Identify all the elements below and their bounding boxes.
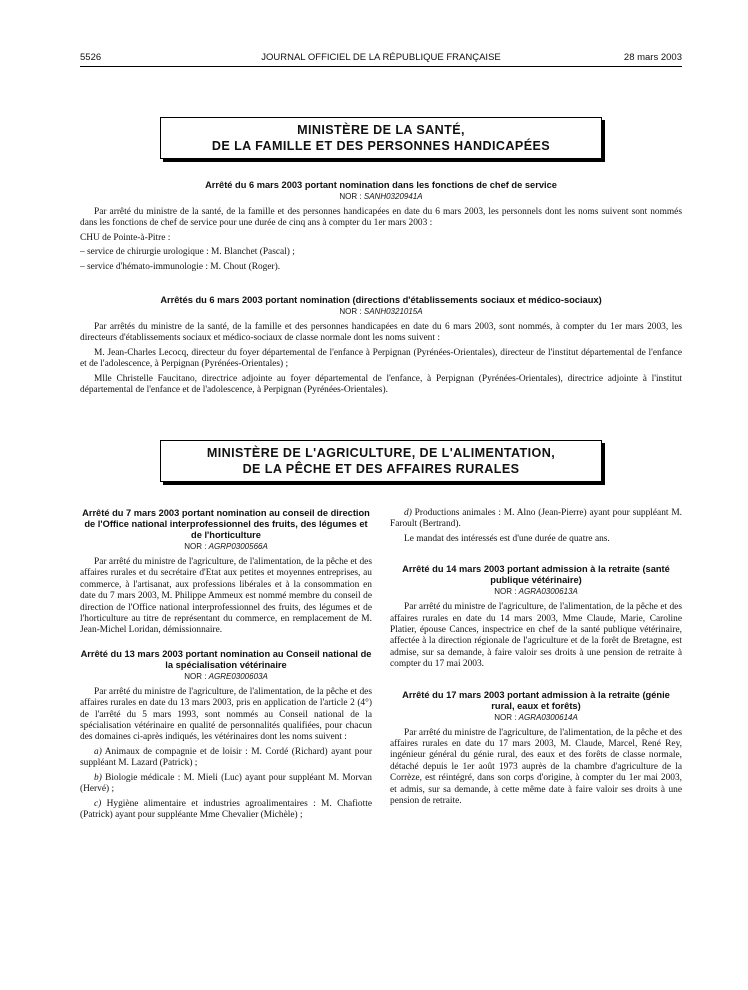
nor-code: AGRA0300614A [518,712,578,722]
issue-date: 28 mars 2003 [623,52,682,63]
arrete-paragraph: Par arrêté du ministre de l'agriculture, de l'alimentation, de la pêche et des affaires rurales en date du 13 mars 2003, pris en application de l'article 2 (4°) de l'arrêté du 5 mars 1993, sont nommés au Conseil national de la spécialisation vétérinaire en qualité de personnalités qualifiées, pour chacun des domaines ci-après indiqués, les vétérinaires dont les noms suivent : [80,686,372,743]
list-letter: a) [94,746,102,757]
arrete-title: Arrêté du 13 mars 2003 portant nomination au Conseil national de la spécialisation vétérinaire [80,648,372,670]
arrete-paragraph: Par arrêté du ministre de l'agriculture, de l'alimentation, de la pêche et des affaires rurales en date du 17 mars 2003, M. Claude, Marcel, René Rey, ingénieur général du génie rural, des eaux et des forêts de classe normale, détaché depuis le 1er août 1973 auprès de la chambre d'agriculture de la Corrèze, est réintégré, dans son corps d'origine, à compter du 1er mai 2003, et admis, sur sa demande, à cette même date à faire valoir ses droits à une pension de retraite. [390,727,682,807]
list-text: Animaux de compagnie et de loisir : M. Cordé (Richard) ayant pour suppléant M. Lazard (Patrick) ; [80,746,372,769]
list-letter: c) [94,798,102,809]
nor-reference [390,712,682,723]
ministry-box-sante [160,117,602,159]
arrete-specialisation-veterinaire [80,649,372,821]
arrete-title: Arrêté du 7 mars 2003 portant nomination au conseil de direction de l'Office national interprofessionnel des fruits, des légumes et de l'horticulture [82,508,370,540]
arrete-paragraph: Par arrêté du ministre de l'agriculture, de l'alimentation, de la pêche et des affaires rurales en date du 14 mars 2003, Mme Claude, Marie, Caroline Platier, épouse Cances, inspectrice en chef de la santé publique vétérinaire, affectée à la direction régionale de l'agriculture et de la forêt de Bretagne, est admise, sur sa demande, à faire valoir ses droits à une pension de retraite à compter du 17 mai 2003. [390,602,682,670]
arrete-office-fruits [80,508,372,637]
arrete-list-item: – service de chirurgie urologique : M. Blanchet (Pascal) ; [80,247,295,258]
nor-code: SANH0320941A [363,192,423,201]
nor-label: NOR : [184,671,207,681]
list-text: Hygiène alimentaire et industries agroalimentaires : M. Chafiotte (Patrick) ayant pour suppléante Mme Chevalier (Michèle) ; [80,798,372,820]
arrete-retraite-genie-rural [390,690,682,808]
list-letter: d) [404,508,412,518]
list-text: Productions animales : M. Alno (Jean-Pierre) ayant pour suppléant M. Faroult (Bertrand). [390,508,682,530]
nor-reference [80,671,372,682]
nor-reference [390,586,682,597]
ministry-title-line1: MINISTÈRE DE L'AGRICULTURE, DE L'ALIMENTATION, [206,446,556,460]
page-number: 5526 [80,52,102,63]
ministry-box-agriculture [160,440,602,482]
arrete-list-item: – service d'hémato-immunologie : M. Chout (Roger). [80,261,281,272]
ministry-title-line2: DE LA FAMILLE ET DES PERSONNES HANDICAPÉES [211,139,551,153]
list-letter: b) [94,772,102,783]
arrete-paragraph: Par arrêté du ministre de l'agriculture, de l'alimentation, de la pêche et des affaires rurales et du secrétaire d'Etat aux petites et moyennes entreprises, au commerce, à l'artisanat, aux professions libérales et à la consommation en date du 7 mars 2003, M. Philippe Ammeux est nommé membre du conseil de direction de l'Office national interprofessionnel des fruits, des légumes et de l'horticulture au titre de représentant du commerce, en remplacement de M. Jean-Michel Loridan, démissionnaire. [80,557,372,636]
header-rule [80,66,682,67]
ministry-title-line2: DE LA PÊCHE ET DES AFFAIRES RURALES [242,462,520,476]
nor-reference [80,191,682,202]
arrete-retraite-sante-publique [390,564,682,670]
arrete-list-item [390,508,682,531]
arrete-list-item [80,747,372,770]
arrete-paragraph: Le mandat des intéressés est d'une durée de quatre ans. [404,533,610,544]
ministry-title-line1: MINISTÈRE DE LA SANTÉ, [297,123,465,137]
nor-code: AGRE0300603A [208,671,268,681]
nor-label: NOR : [339,192,362,201]
arrete-title: Arrêté du 14 mars 2003 portant admission à la retraite (santé publique vétérinaire) [402,564,670,586]
page-header [80,52,682,66]
arrete-paragraph: CHU de Pointe-à-Pitre : [80,232,171,243]
arrete-paragraph: M. Jean-Charles Lecocq, directeur du foyer départemental de l'enfance à Perpignan (Pyrénées-Orientales), directeur de l'institut départemental de l'enfance et de l'adolescence, à Perpignan (Pyrénées-Orientales) ; [80,347,682,370]
right-column [390,508,682,811]
left-column [80,508,372,824]
journal-title: JOURNAL OFFICIEL DE LA RÉPUBLIQUE FRANÇAISE [261,52,501,63]
nor-label: NOR : [494,712,517,722]
nor-code: SANH0321015A [363,307,423,316]
nor-reference [80,541,372,552]
arrete-paragraph: Mlle Christelle Faucitano, directrice adjointe au foyer départemental de l'enfance, à Perpignan (Pyrénées-Orientales), directrice adjointe à l'institut départemental de l'enfance et de l'adolescence, à Perpignan (Pyrénées-Orientales). [80,373,682,396]
arrete-title: Arrêtés du 6 mars 2003 portant nomination (directions d'établissements sociaux et médico-sociaux) [160,295,602,305]
nor-reference [80,306,682,317]
nor-label: NOR : [494,587,517,597]
nor-label: NOR : [339,307,362,316]
arrete-title: Arrêté du 17 mars 2003 portant admission à la retraite (génie rural, eaux et forêts) [402,689,670,711]
arrete-list-item [80,773,372,796]
arrete-paragraph: Par arrêtés du ministre de la santé, de la famille et des personnes handicapées en date du 6 mars 2003, sont nommés, à compter du 1er mars 2003, les directeurs d'établissements sociaux et médico-sociaux de classe normale dont les noms suivent : [80,322,682,344]
nor-label: NOR : [184,542,207,551]
nor-code: AGRA0300613A [518,587,578,597]
nor-code: AGRP0300566A [208,542,268,551]
arrete-paragraph: Par arrêté du ministre de la santé, de la famille et des personnes handicapées en date du 6 mars 2003, les personnels dont les noms suivent sont nommés dans les fonctions de chef de service pour une durée de cinq ans à compter du 1er mars 2003 : [80,207,682,229]
list-text: Biologie médicale : M. Mieli (Luc) ayant pour suppléant M. Morvan (Hervé) ; [80,772,372,795]
arrete-chef-de-service [80,180,682,276]
arrete-title: Arrêté du 6 mars 2003 portant nomination dans les fonctions de chef de service [205,180,557,190]
arrete-list-item [80,799,372,822]
arrete-directions-etablissements [80,295,682,399]
